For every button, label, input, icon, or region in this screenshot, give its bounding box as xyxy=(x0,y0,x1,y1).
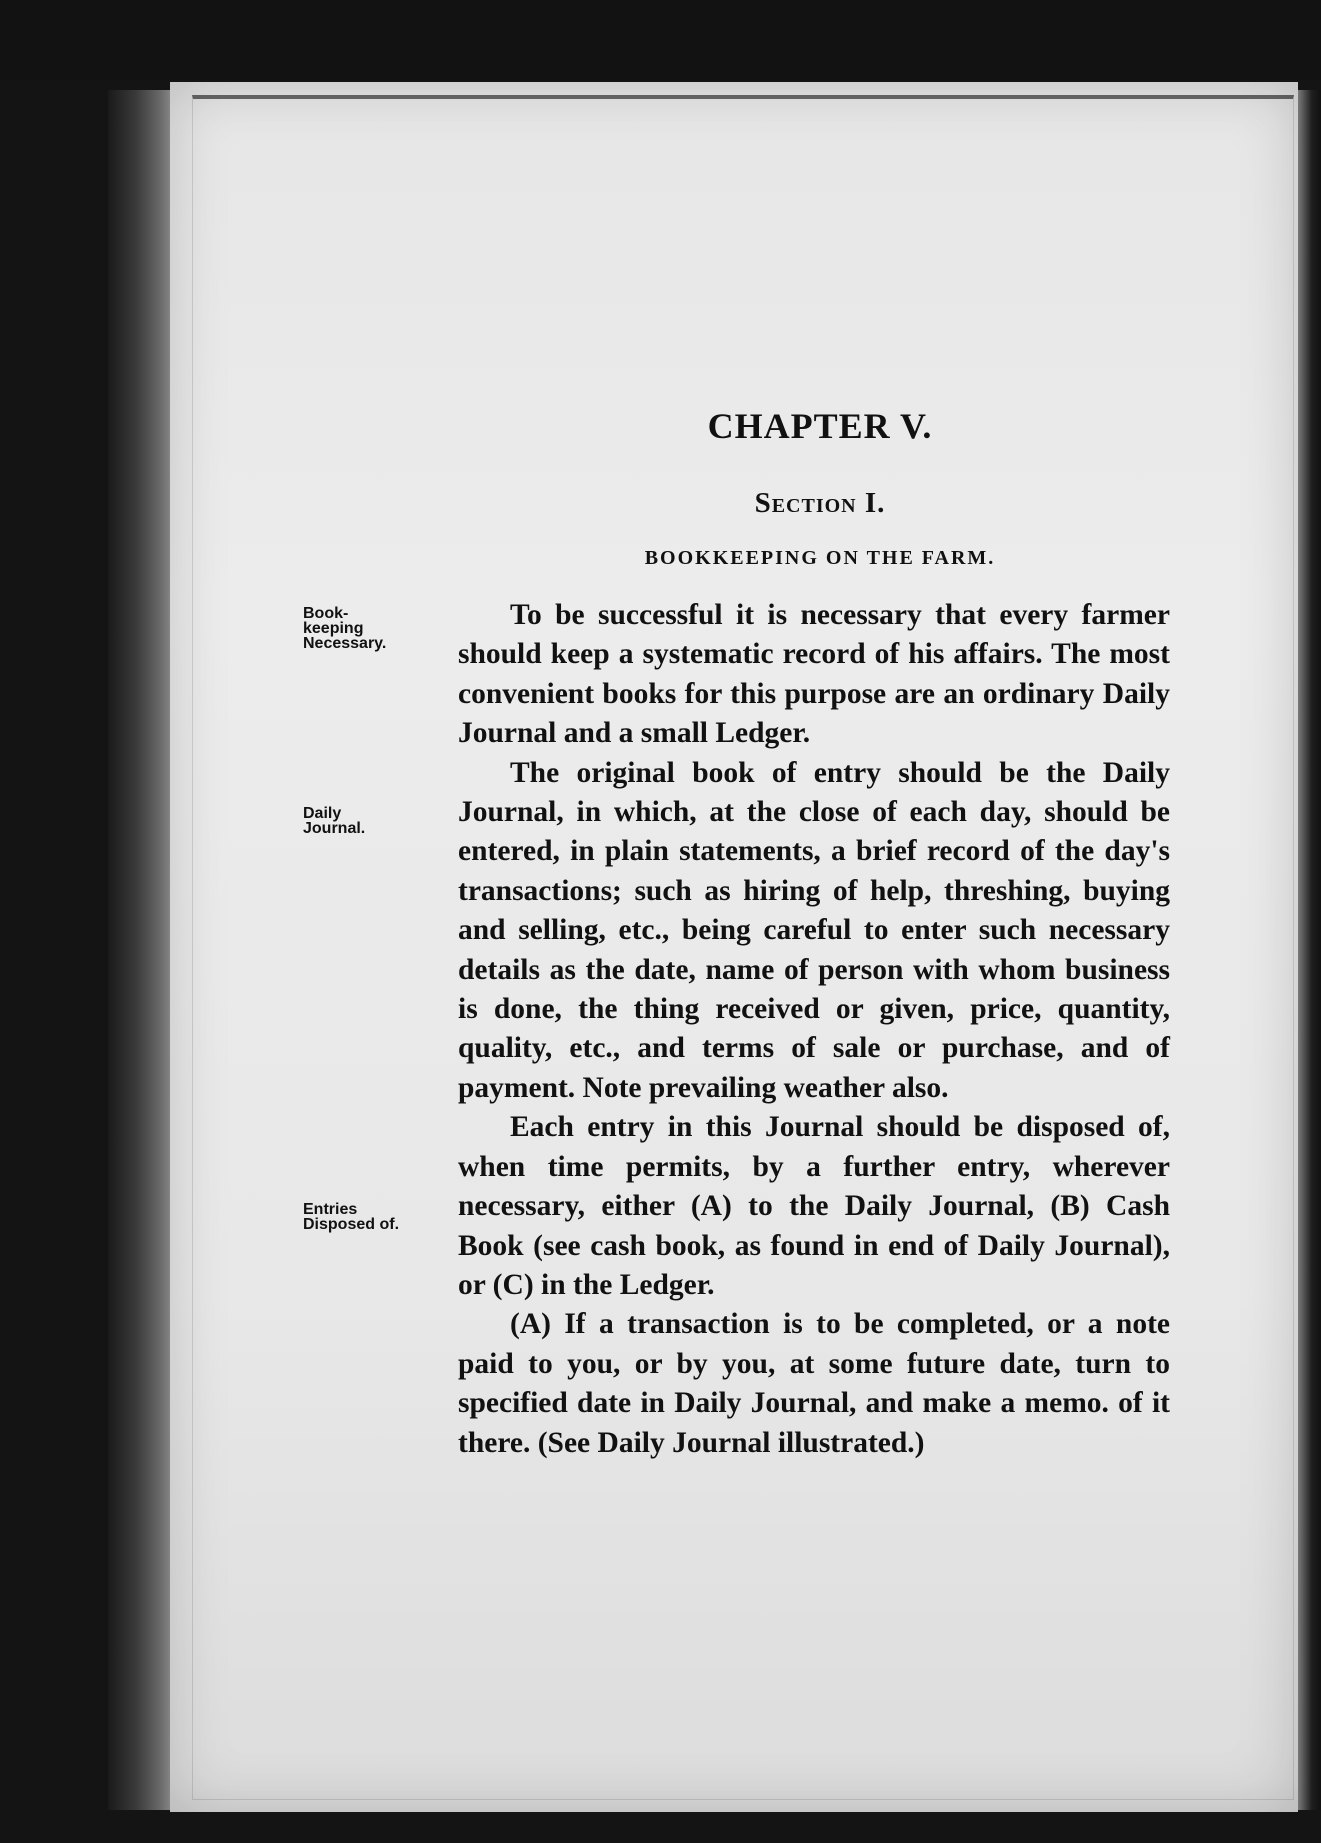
section-title: Section I. xyxy=(754,487,886,519)
sidenote-bookkeeping: Book- keeping Necessary. xyxy=(303,605,387,652)
paragraph: To be successful it is necessary that every farmer should keep a systematic record of his affairs. The most convenient books for this purpose are an ordinary Daily Journal and a small Ledger. xyxy=(458,599,1170,750)
paragraph: Each entry in this Journal should be disposed of, when time permits, by a further entry, wherever necessary, either (A) to the Daily Journal, (B) Cash Book (see cash book, as found in end of Daily Journal), or (C) in the Ledger. xyxy=(458,1111,1170,1301)
sidenote-entries: Entries Disposed of. xyxy=(303,1201,400,1233)
section-subtitle: BOOKKEEPING ON THE FARM. xyxy=(644,547,996,569)
scanner-frame-top xyxy=(0,0,1321,80)
paragraph: (A) If a transaction is to be completed, or a note paid to you, or by you, at some future date, turn to specified date in Daily Journal, and make a memo. of it there. (See Daily Journal illustrated.) xyxy=(458,1308,1170,1459)
sidenote-daily-journal: Daily Journal. xyxy=(303,805,366,837)
paragraph: The original book of entry should be the Daily Journal, in which, at the close of each day, should be entered, in plain statements, a brief record of the day's transactions; such as hiring of help, threshing, buying and selling, etc., being careful to enter such necessary details as the date, name of person with whom business is done, the thing received or given, price, quantity, quality, etc., and terms of sale or purchase, and of payment. Note prevailing weather also. xyxy=(458,756,1170,1104)
page-edge-right xyxy=(1298,90,1321,1810)
book-spine-shadow xyxy=(108,90,178,1810)
chapter-title: CHAPTER V. xyxy=(707,406,933,446)
body-text xyxy=(458,596,1170,1463)
